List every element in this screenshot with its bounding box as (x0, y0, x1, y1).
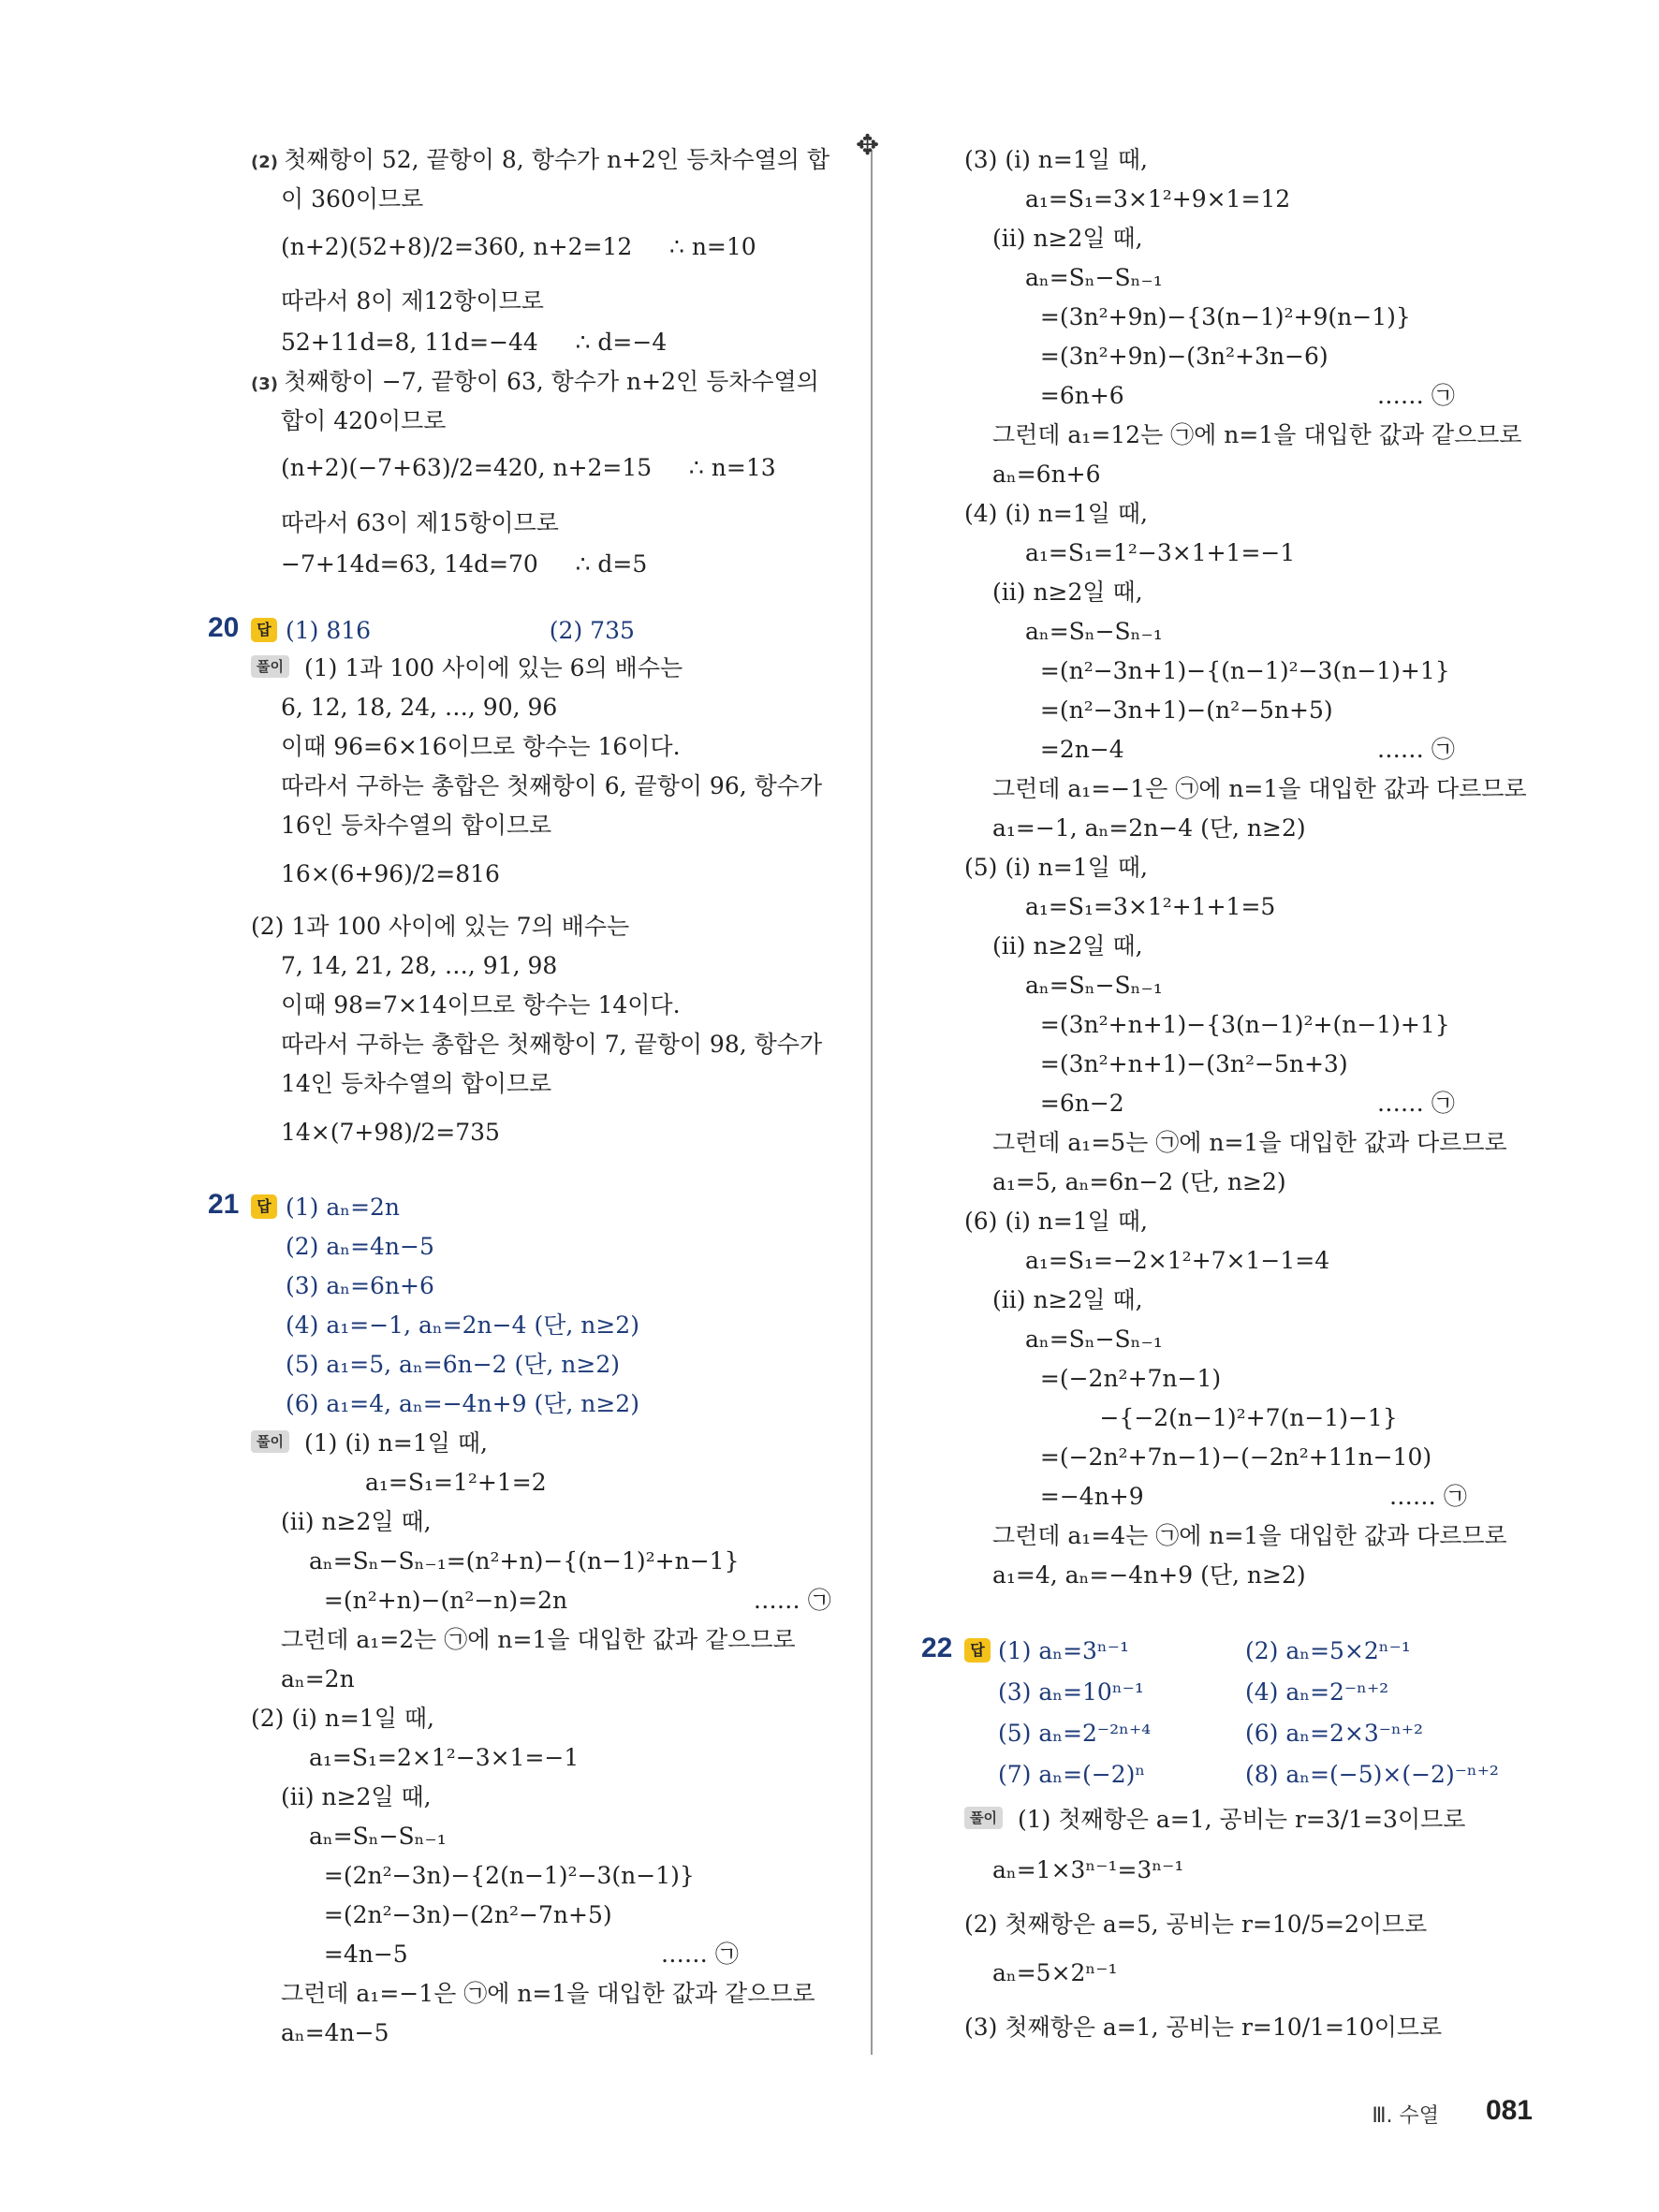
section-label: Ⅲ. 수열 (1372, 2104, 1439, 2128)
text-line: =(2n²−3n)−{2(n−1)²−3(n−1)} (309, 1862, 695, 1889)
text-line: aₙ=Sₙ−Sₙ₋₁=(n²+n)−{(n−1)²+n−1} (309, 1547, 740, 1575)
text-line: 그런데 a₁=−1은 ㉠에 n=1을 대입한 값과 다르므로 (992, 775, 1527, 802)
text-line: a₁=S₁=−2×1²+7×1−1=4 (1025, 1247, 1330, 1274)
answer-text: (5) aₙ=2⁻²ⁿ⁺⁴ (998, 1720, 1152, 1747)
text-line: aₙ=5×2ⁿ⁻¹ (992, 1959, 1118, 1986)
text-line: 7, 14, 21, 28, …, 91, 98 (281, 952, 558, 979)
text-line: a₁=−1, aₙ=2n−4 (단, n≥2) (992, 814, 1306, 842)
text-line: (2) 첫째항이 52, 끝항이 8, 항수가 n+2인 등차수열의 합 (251, 146, 830, 173)
problem-number: 21 (208, 1189, 240, 1220)
text-line: 합이 420이므로 (281, 407, 447, 434)
answer-badge: 답 (964, 1638, 991, 1663)
text-line: =(3n²+9n)−{3(n−1)²+9(n−1)} (1025, 303, 1411, 330)
text-line: a₁=S₁=3×1²+1+1=5 (1025, 893, 1276, 920)
text-line: (2) (ⅰ) n=1일 때, (251, 1705, 434, 1732)
text-line: −{−2(n−1)²+7(n−1)−1} (1025, 1404, 1398, 1431)
text-line: (2) 첫째항은 a=5, 공비는 r=10/5=2이므로 (964, 1911, 1428, 1938)
problem-number: 22 (921, 1633, 953, 1663)
solution-badge: 풀이 (251, 1430, 289, 1453)
text-line: a₁=5, aₙ=6n−2 (단, n≥2) (992, 1168, 1286, 1195)
answer-text: (5) a₁=5, aₙ=6n−2 (단, n≥2) (286, 1351, 621, 1378)
text-line: =(n²−3n+1)−(n²−5n+5) (1025, 696, 1333, 724)
text-line: aₙ=2n (281, 1665, 355, 1692)
text-line: (1) 1과 100 사이에 있는 6의 배수는 (304, 654, 683, 681)
text-line: 14인 등차수열의 합이므로 (281, 1070, 552, 1097)
text-line: =−4n+9 …… ㉠ (1025, 1483, 1467, 1510)
text-line: =(2n²−3n)−(2n²−7n+5) (309, 1901, 612, 1928)
text-line: a₁=S₁=1²−3×1+1=−1 (1025, 539, 1296, 566)
page-number: 081 (1485, 2095, 1533, 2126)
text-line: a₁=S₁=2×1²−3×1=−1 (309, 1744, 580, 1771)
text-line: (2) 1과 100 사이에 있는 7의 배수는 (251, 913, 630, 940)
text-line: (3) (ⅰ) n=1일 때, (964, 146, 1148, 173)
text-line: aₙ=Sₙ−Sₙ₋₁ (309, 1823, 447, 1850)
text-line: aₙ=Sₙ−Sₙ₋₁ (1025, 618, 1163, 645)
text-line: =6n+6 …… ㉠ (1025, 382, 1455, 409)
text-line: 따라서 8이 제12항이므로 (281, 287, 544, 315)
column-divider (871, 150, 873, 2055)
answer-text: (2) aₙ=4n−5 (286, 1233, 434, 1260)
text-line: aₙ=6n+6 (992, 461, 1101, 488)
text-line: (3) 첫째항은 a=1, 공비는 r=10/1=10이므로 (964, 2014, 1443, 2041)
answer-text: (7) aₙ=(−2)ⁿ (998, 1761, 1146, 1788)
text-line: 그런데 a₁=5는 ㉠에 n=1을 대입한 값과 다르므로 (992, 1129, 1507, 1156)
text-line: 이때 96=6×16이므로 항수는 16이다. (281, 733, 681, 760)
answer-text: (1) aₙ=3ⁿ⁻¹ (998, 1637, 1129, 1664)
text-line: =(n²−3n+1)−{(n−1)²−3(n−1)+1} (1025, 657, 1450, 684)
solution-badge: 풀이 (964, 1807, 1003, 1829)
text-line: 따라서 63이 제15항이므로 (281, 509, 559, 536)
text-line: =(3n²+n+1)−{3(n−1)²+(n−1)+1} (1025, 1011, 1450, 1038)
text-line: 그런데 a₁=−1은 ㉠에 n=1을 대입한 값과 같으므로 (281, 1980, 815, 2007)
answer-text: (6) a₁=4, aₙ=−4n+9 (단, n≥2) (286, 1390, 639, 1417)
answer-text: (1) 816 (2) 735 (286, 617, 635, 644)
text-line: (1) (ⅰ) n=1일 때, (304, 1429, 488, 1457)
text-line: (n+2)(52+8)/2=360, n+2=12 ∴ n=10 (281, 233, 756, 260)
answer-text: (6) aₙ=2×3⁻ⁿ⁺² (1245, 1720, 1424, 1747)
text-line: =(3n²+9n)−(3n²+3n−6) (1025, 343, 1329, 370)
problem-number: 20 (208, 612, 240, 643)
text-line: 52+11d=8, 11d=−44 ∴ d=−4 (281, 329, 668, 356)
text-line: (1) 첫째항은 a=1, 공비는 r=3/1=3이므로 (1018, 1806, 1466, 1833)
text-line: aₙ=Sₙ−Sₙ₋₁ (1025, 972, 1163, 999)
answer-text: (2) aₙ=5×2ⁿ⁻¹ (1245, 1637, 1411, 1664)
text-line: 따라서 구하는 총합은 첫째항이 6, 끝항이 96, 항수가 (281, 772, 823, 799)
text-line: 그런데 a₁=2는 ㉠에 n=1을 대입한 값과 같으므로 (281, 1626, 796, 1653)
answer-text: (3) aₙ=6n+6 (286, 1272, 434, 1299)
text-line: aₙ=Sₙ−Sₙ₋₁ (1025, 1326, 1163, 1353)
text-line: (n+2)(−7+63)/2=420, n+2=15 ∴ n=13 (281, 454, 776, 481)
text-line: (ⅱ) n≥2일 때, (281, 1783, 432, 1810)
text-line: (ⅱ) n≥2일 때, (992, 1286, 1143, 1313)
text-line: =(3n²+n+1)−(3n²−5n+3) (1025, 1050, 1348, 1077)
text-line: =4n−5 …… ㉠ (309, 1941, 739, 1968)
answer-text: (3) aₙ=10ⁿ⁻¹ (998, 1678, 1144, 1706)
text-line: (ⅱ) n≥2일 때, (992, 225, 1143, 252)
text-line: =2n−4 …… ㉠ (1025, 736, 1455, 763)
text-line: 14×(7+98)/2=735 (281, 1119, 500, 1146)
answer-badge: 답 (251, 618, 277, 642)
text-line: (5) (ⅰ) n=1일 때, (964, 854, 1148, 881)
text-line: (ⅱ) n≥2일 때, (992, 932, 1143, 960)
answer-badge: 답 (251, 1194, 277, 1219)
text-line: 이때 98=7×14이므로 항수는 14이다. (281, 991, 681, 1018)
text-line: (6) (ⅰ) n=1일 때, (964, 1208, 1148, 1235)
answer-text: (1) aₙ=2n (286, 1194, 401, 1221)
text-line: =(−2n²+7n−1) (1025, 1365, 1222, 1392)
text-line: aₙ=4n−5 (281, 2019, 389, 2046)
text-line: 그런데 a₁=4는 ㉠에 n=1을 대입한 값과 다르므로 (992, 1522, 1507, 1549)
answer-text: (4) a₁=−1, aₙ=2n−4 (단, n≥2) (286, 1311, 639, 1339)
text-line: =6n−2 …… ㉠ (1025, 1090, 1455, 1117)
solution-badge: 풀이 (251, 655, 289, 678)
text-line: 16인 등차수열의 합이므로 (281, 812, 552, 839)
text-line: (ⅱ) n≥2일 때, (992, 579, 1143, 606)
text-line: 따라서 구하는 총합은 첫째항이 7, 끝항이 98, 항수가 (281, 1031, 823, 1058)
text-line: 이 360이므로 (281, 185, 424, 212)
text-line: aₙ=1×3ⁿ⁻¹=3ⁿ⁻¹ (992, 1856, 1184, 1883)
text-line: 16×(6+96)/2=816 (281, 860, 500, 887)
answer-text: (4) aₙ=2⁻ⁿ⁺² (1245, 1678, 1389, 1706)
text-line: =(n²+n)−(n²−n)=2n …… ㉠ (309, 1587, 831, 1614)
text-line: (4) (ⅰ) n=1일 때, (964, 500, 1148, 527)
text-line: a₁=S₁=1²+1=2 (365, 1469, 547, 1496)
text-line: (ⅱ) n≥2일 때, (281, 1508, 432, 1535)
answer-text: (8) aₙ=(−5)×(−2)⁻ⁿ⁺² (1245, 1761, 1499, 1788)
divider-ornament-icon: ✥ (856, 129, 880, 162)
text-line: aₙ=Sₙ−Sₙ₋₁ (1025, 264, 1163, 291)
text-line: a₁=S₁=3×1²+9×1=12 (1025, 185, 1291, 212)
text-line: 그런데 a₁=12는 ㉠에 n=1을 대입한 값과 같으므로 (992, 421, 1522, 448)
text-line: (3) 첫째항이 −7, 끝항이 63, 항수가 n+2인 등차수열의 (251, 368, 819, 395)
text-line: 6, 12, 18, 24, …, 90, 96 (281, 694, 558, 721)
text-line: −7+14d=63, 14d=70 ∴ d=5 (281, 550, 648, 578)
text-line: =(−2n²+7n−1)−(−2n²+11n−10) (1025, 1443, 1432, 1471)
text-line: a₁=4, aₙ=−4n+9 (단, n≥2) (992, 1561, 1306, 1589)
